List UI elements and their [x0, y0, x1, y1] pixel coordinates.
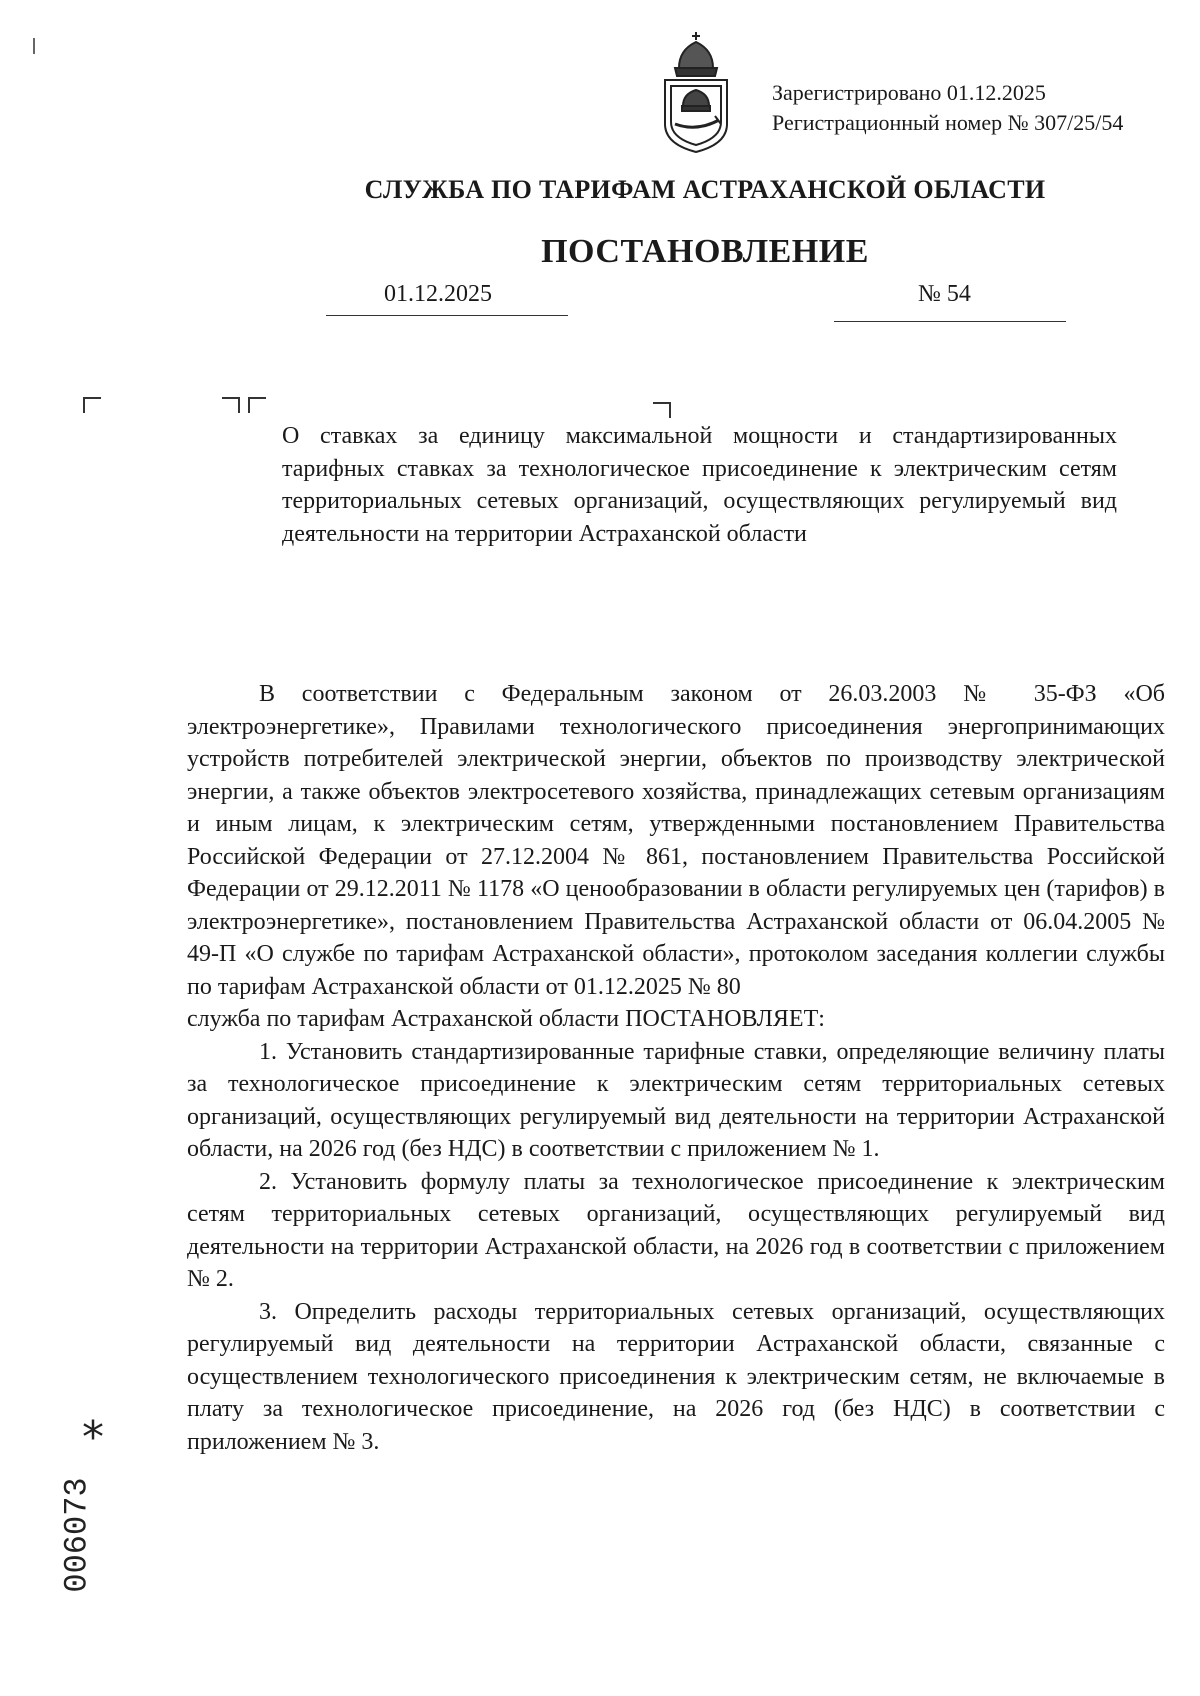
date-underline	[326, 315, 568, 316]
document-body	[187, 678, 1165, 1458]
corner-mark	[222, 397, 240, 413]
coat-of-arms-icon	[657, 28, 735, 156]
scan-mark	[33, 38, 35, 54]
preamble-paragraph: В соответствии с Федеральным законом от 26.03.2003 № 35-ФЗ «Об электроэнергетике», Правилами технологического присоединения энергопринимающих устройств потребителей электрической энергии, объектов по производству электрической энергии, а также объектов электросетевого хозяйства, принадлежащих сетевым организациям и иным лицам, к электрическим сетям, утвержденными постановлением Правительства Российской Федерации от 27.12.2004 № 861, постановлением Правительства Российской Федерации от 29.12.2011 № 1178 «О ценообразовании в области регулируемых цен (тарифов) в электроэнергетике», постановлением Правительства Астраханской области от 06.04.2005 № 49-П «О службе по тарифам Астраханской области», протоколом заседания коллегии службы по тарифам Астраханской области от 01.12.2025 № 80	[187, 681, 1165, 1000]
number-underline	[834, 321, 1066, 322]
registration-stamp	[772, 78, 1123, 138]
archive-stamp	[22, 1412, 132, 1630]
corner-mark	[83, 397, 101, 413]
asterisk-mark: *	[82, 1412, 104, 1463]
corner-mark	[653, 402, 671, 418]
organization-name: СЛУЖБА ПО ТАРИФАМ АСТРАХАНСКОЙ ОБЛАСТИ	[364, 175, 1046, 204]
archive-code: 006073	[58, 1477, 96, 1593]
document-type-title: ПОСТАНОВЛЕНИЕ	[541, 233, 869, 270]
document-subject: О ставках за единицу максимальной мощности и стандартизированных тарифных ставках за технологическое присоединение к электрическим сетям территориальных сетевых организаций, осуществляющих регулируемый вид деятельности на территории Астраханской области	[282, 423, 1117, 547]
corner-mark	[248, 397, 266, 413]
document-number: № 54	[918, 281, 971, 307]
item-paragraph: 1. Установить стандартизированные тарифные ставки, определяющие величину платы за технологическое присоединение к электрическим сетям территориальных сетевых организаций, осуществляющих регулируемый вид деятельности на территории Астраханской области, на 2026 год (без НДС) в соответствии с приложением № 1.	[187, 1038, 1165, 1162]
registration-date: Зарегистрировано 01.12.2025	[772, 80, 1046, 105]
item-paragraph: 3. Определить расходы территориальных сетевых организаций, осуществляющих регулируемый вид деятельности на территории Астраханской области, связанные с осуществлением технологического присоединения к электрическим сетям, не включаемые в плату за технологическое присоединение, на 2026 год (без НДС) в соответствии с приложением № 3.	[187, 1298, 1165, 1455]
resolves-line: служба по тарифам Астраханской области ПОСТАНОВЛЯЕТ:	[187, 1006, 825, 1032]
document-date: 01.12.2025	[384, 281, 492, 307]
registration-number: Регистрационный номер № 307/25/54	[772, 110, 1124, 135]
item-paragraph: 2. Установить формулу платы за технологическое присоединение к электрическим сетям территориальных сетевых организаций, осуществляющих регулируемый вид деятельности на территории Астраханской области, на 2026 год в соответствии с приложением № 2.	[187, 1168, 1165, 1292]
